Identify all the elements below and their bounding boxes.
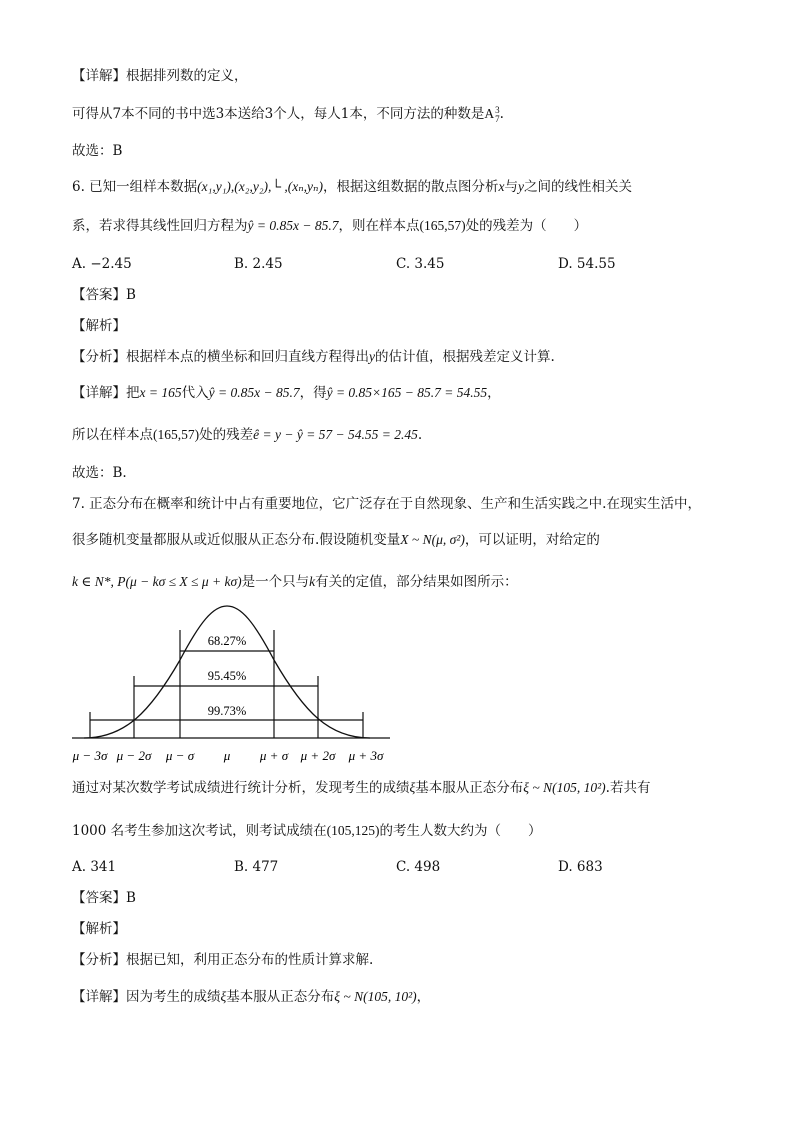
q7-analysis: 【解析】 xyxy=(72,921,126,937)
fenxi-text: 根据已知，利用正态分布的性质计算求解. xyxy=(126,952,374,968)
detail-tag: 【详解】 xyxy=(72,385,126,401)
q7-stem-line4 xyxy=(72,778,650,798)
detail-eq: ξ ~ N(105, 10²) xyxy=(334,989,417,1004)
band3-label: 99.73% xyxy=(207,704,247,718)
q7-stem-line1: 7. 正态分布在概率和统计中占有重要地位，它广泛存在于自然现象、生产和生活实践之中.在现实生活中， xyxy=(72,496,701,512)
q6-detail-line xyxy=(72,383,501,403)
res-b: 处的残差 xyxy=(199,427,254,443)
q6-regression-eq: ŷ = 0.85x − 85.7 xyxy=(247,218,339,233)
q7-option-a: A. 341 xyxy=(72,859,117,875)
result-text: 可得从7本不同的书中选3本送给3个人，每人1本，不同方法的种数是 xyxy=(72,106,485,122)
tick-mu-minus-2sigma: μ − 2σ xyxy=(116,748,152,763)
perm-sub: 7 xyxy=(495,113,500,124)
q7-answer: 【答案】B xyxy=(72,890,136,906)
q6-stem-a: 6. 已知一组样本数据 xyxy=(72,179,198,195)
q7-stem3-a: 是一个只与 xyxy=(241,574,310,590)
q7-stem-line5 xyxy=(72,821,542,841)
detail-d: ， xyxy=(487,385,501,401)
fenxi-y: y xyxy=(369,349,375,364)
tick-mu-plus-sigma: μ + σ xyxy=(259,748,289,763)
fenxi-tag: 【分析】 xyxy=(72,952,126,968)
q7-detail-line xyxy=(72,987,430,1007)
q7-stem3-k: k xyxy=(309,574,316,589)
q7-interval: (105,125) xyxy=(326,823,380,838)
q6-stem2-c: 处的残差为（ ） xyxy=(465,218,588,234)
normal-distribution-figure xyxy=(70,600,410,770)
q7-stem5-b: 的考生人数大约为（ ） xyxy=(379,823,542,839)
perm-sup: 3 xyxy=(495,104,500,115)
q7-stem2-b: ，可以证明，对给定的 xyxy=(464,532,600,548)
q6-residual-line xyxy=(72,425,422,445)
fenxi-a: 根据样本点的横坐标和回归直线方程得出 xyxy=(126,349,369,365)
q6-analysis: 【解析】 xyxy=(72,318,126,334)
q6-fenxi-line xyxy=(72,347,555,367)
detail-a: 把 xyxy=(126,385,140,401)
res-a: 所以在样本点 xyxy=(72,427,153,443)
q7-stem5-a: 1000 名考生参加这次考试，则考试成绩在 xyxy=(72,823,327,839)
detail-eq2: ŷ = 0.85x − 85.7 xyxy=(208,385,300,400)
q6-stem-x: x xyxy=(498,179,505,194)
q7-normal-eq: X ~ N(μ, σ²) xyxy=(400,532,465,547)
perm-A: A xyxy=(484,106,495,121)
q5-detail-line xyxy=(72,66,248,86)
q7-option-d: D. 683 xyxy=(558,859,603,875)
fenxi-tag: 【分析】 xyxy=(72,349,126,365)
detail-text: 根据排列数的定义， xyxy=(126,68,248,84)
result-end: . xyxy=(499,106,504,122)
q7-stem4-b: 基本服从正态分布 xyxy=(415,780,524,796)
q7-stem4-xi: ξ xyxy=(409,780,416,795)
q6-option-a: A. −2.45 xyxy=(72,256,132,272)
tick-mu-minus-sigma: μ − σ xyxy=(165,748,195,763)
q7-fenxi-line xyxy=(72,950,373,970)
q6-answer: 【答案】B xyxy=(72,287,136,303)
q6-stem-data: (x₁,y₁),(x₂,y₂),└ ,(xₙ,yₙ) xyxy=(197,179,324,194)
q7-score-dist: ξ ~ N(105, 10²) xyxy=(523,780,606,795)
detail-eq3: ŷ = 0.85×165 − 85.7 = 54.55 xyxy=(326,385,488,400)
detail-c: ， xyxy=(416,989,431,1005)
detail-eq1: x = 165 xyxy=(139,385,182,400)
res-end: . xyxy=(417,427,423,443)
q7-stem-line3 xyxy=(72,572,518,592)
band2-label: 95.45% xyxy=(207,669,247,683)
q6-choice: 故选：B. xyxy=(72,465,127,481)
tick-mu-minus-3sigma: μ − 3σ xyxy=(72,748,108,763)
band1-label: 68.27% xyxy=(207,634,247,648)
detail-tag: 【详解】 xyxy=(72,68,126,84)
q6-stem-line2 xyxy=(72,216,587,236)
detail-tag: 【详解】 xyxy=(72,989,126,1005)
q7-stem4-c: .若共有 xyxy=(605,780,651,796)
detail-b: 基本服从正态分布 xyxy=(226,989,335,1005)
tick-mu-plus-3sigma: μ + 3σ xyxy=(348,748,384,763)
q7-stem2-a: 很多随机变量都服从或近似服从正态分布.假设随机变量 xyxy=(72,532,401,548)
permutation-symbol xyxy=(484,104,500,124)
tick-mu: μ xyxy=(223,748,231,763)
q7-stem4-a: 通过对某次数学考试成绩进行统计分析，发现考生的成绩 xyxy=(72,780,410,796)
fenxi-b: 的估计值，根据残差定义计算. xyxy=(375,349,555,365)
q7-prob-eq: k ∈ N*, P(μ − kσ ≤ X ≤ μ + kσ) xyxy=(72,574,242,589)
q5-choice: 故选：B xyxy=(72,143,123,159)
q6-stem-b: ，根据这组数据的散点图分析 xyxy=(323,179,499,195)
q5-result-line xyxy=(72,104,504,124)
q7-option-b: B. 477 xyxy=(234,859,279,875)
detail-c: ，得 xyxy=(299,385,327,401)
q6-stem2-b: ，则在样本点 xyxy=(338,218,420,234)
q6-stem-line1 xyxy=(72,177,632,197)
q7-option-c: C. 498 xyxy=(396,859,441,875)
q6-stem2-a: 系，若求得其线性回归方程为 xyxy=(72,218,248,234)
q6-option-c: C. 3.45 xyxy=(396,256,445,272)
q6-option-b: B. 2.45 xyxy=(234,256,283,272)
detail-xi: ξ xyxy=(220,989,227,1004)
q6-option-d: D. 54.55 xyxy=(558,256,616,272)
res-point: (165,57) xyxy=(153,427,200,442)
q6-sample-point: (165,57) xyxy=(419,218,466,233)
detail-b: 代入 xyxy=(181,385,209,401)
detail-a: 因为考生的成绩 xyxy=(126,989,221,1005)
tick-mu-plus-2sigma: μ + 2σ xyxy=(300,748,336,763)
q6-stem-d: 之间的线性相关关 xyxy=(524,179,633,195)
q7-stem3-b: 有关的定值，部分结果如图所示： xyxy=(315,574,518,590)
res-eq: ê = y − ŷ = 57 − 54.55 = 2.45 xyxy=(253,427,418,442)
q7-stem-line2 xyxy=(72,530,600,550)
q6-stem-c: 与 xyxy=(504,179,519,195)
q6-stem-y: y xyxy=(518,179,525,194)
